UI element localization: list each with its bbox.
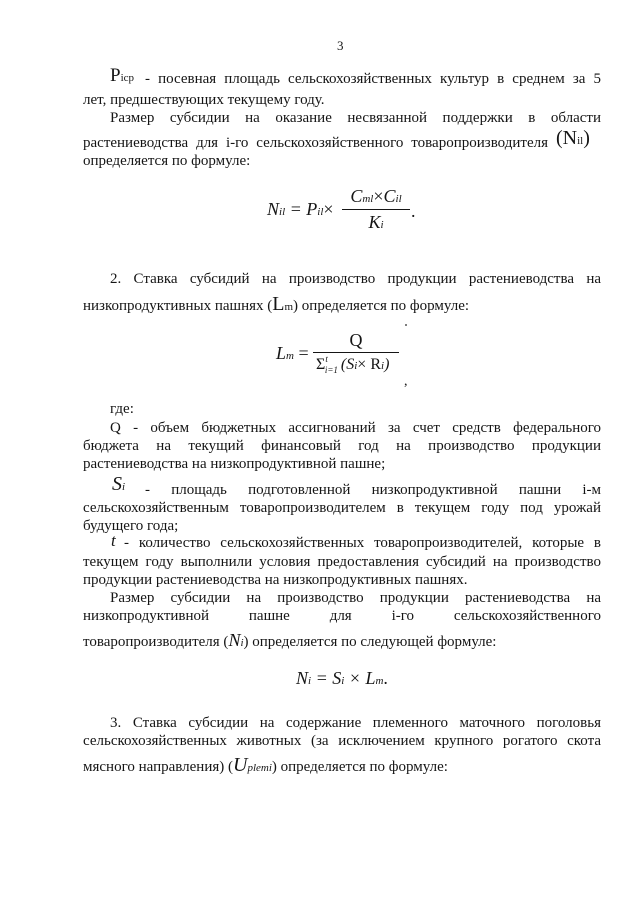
nil-symbol: (Nil) xyxy=(556,127,590,149)
formula-2-fraction-bar xyxy=(313,352,399,353)
picp-text-1: - посевная площадь сельскохозяйственных культур в среднем за 5 xyxy=(145,71,601,87)
section-2-line-1: 2. Ставка субсидий на производство продукции растениеводства на xyxy=(110,271,601,287)
q-def-line-2: бюджета на текущий финансовый год на производство продукции xyxy=(83,438,601,454)
t-def-line-2: текущем году выполнили условия предоставления субсидий на производство xyxy=(83,554,601,570)
formula-1-fraction-bar xyxy=(342,209,410,210)
s-def-line-2: сельскохозяйственным товаропроизводителем в текущем году под урожай xyxy=(83,500,601,516)
section-3-line-2: сельскохозяйственных животных (за исключением крупного рогатого скота xyxy=(83,733,601,749)
q-def-line-3: растениеводства на низкопродуктивной пашне; xyxy=(83,456,386,472)
formula-ni: Ni = Si × Lm. xyxy=(296,668,388,688)
s-def-line-1: - площадь подготовленной низкопродуктивной пашни i-м xyxy=(145,482,601,498)
formula-2-numerator: Q xyxy=(349,330,363,350)
size-para-2-line-1: Размер субсидии на производство продукции растениеводства на xyxy=(110,590,601,606)
t-def-line-3: продукции растениеводства на низкопродуктивных пашнях. xyxy=(83,572,468,588)
formula-1-denominator: Ki xyxy=(368,212,384,232)
size-para-1-line-2: растениеводства для i-го сельскохозяйственного товаропроизводителя xyxy=(83,135,548,151)
size-para-2-line-2: низкопродуктивной пашне для i-го сельскохозяйственного xyxy=(83,608,601,624)
size-para-1-line-3: определяется по формуле: xyxy=(83,153,251,169)
formula-2-denominator: $\Sigma^t_{i=1}$ (Si× Ri) xyxy=(316,354,390,375)
size-para-2-line-3: товаропроизводителя (Ni) определяется по следующей формуле: xyxy=(83,630,497,650)
section-3-line-3: мясного направления) (Uplemi) определяется по формуле: xyxy=(83,754,448,776)
page-number: 3 xyxy=(337,38,344,53)
section-3-line-1: 3. Ставка субсидии на содержание племенного маточного поголовья xyxy=(110,715,601,731)
q-def-line-1: Q - объем бюджетных ассигнований за счет средств федерального xyxy=(110,420,601,436)
t-def-line-1: - количество сельскохозяйственных товаропроизводителей, которые в xyxy=(124,535,601,551)
si-symbol: Si xyxy=(112,473,126,495)
scan-speck xyxy=(405,324,407,326)
section-2-line-2: низкопродуктивных пашнях (Lm) определяется по формуле: xyxy=(83,293,470,315)
size-para-1-line-1: Размер субсидии на оказание несвязанной поддержки в области xyxy=(110,110,601,126)
s-def-line-3: будущего года; xyxy=(83,518,179,534)
picp-definition xyxy=(110,66,134,85)
picp-subscript: icp xyxy=(120,72,135,84)
picp-text-2: лет, предшествующих текущему году. xyxy=(83,92,325,108)
where-label: где: xyxy=(110,401,134,417)
t-symbol: t xyxy=(111,531,116,550)
picp-symbol: P xyxy=(110,65,121,86)
formula-1-numerator: Cml×Cil xyxy=(350,186,402,206)
